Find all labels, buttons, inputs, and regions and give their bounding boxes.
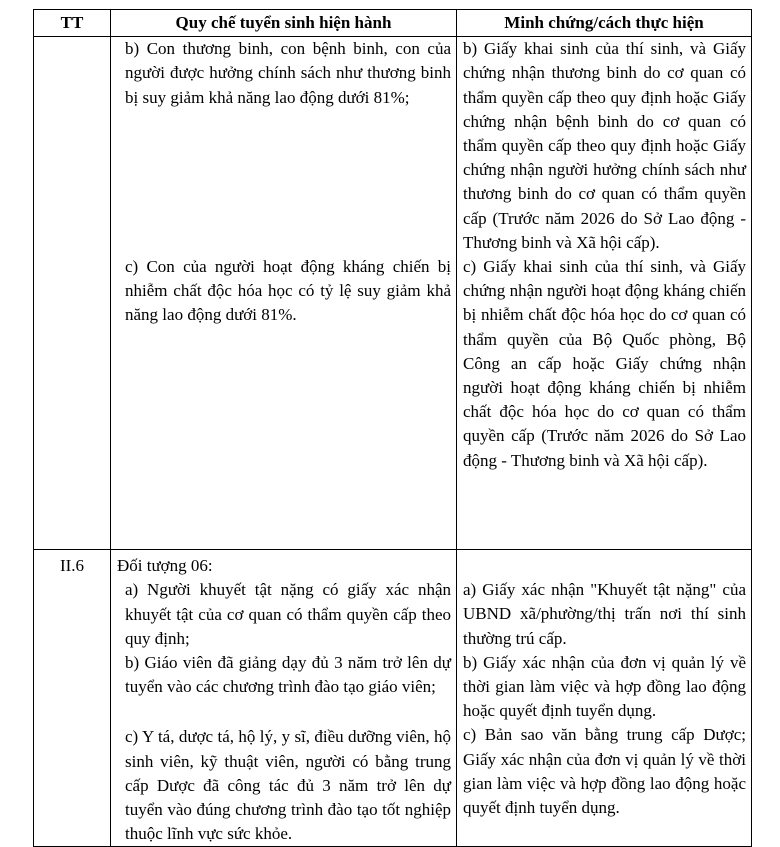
- evidence-item-c: c) Giấy khai sinh của thí sinh, và Giấy chứng nhận người hoạt động kháng chiến bị nhiễm chất độc hóa học do cơ quan có thẩm quyền của Bộ Quốc phòng, Bộ Công an cấp hoặc Giấy chứng nhận người hoạt động kháng chiến bị nhiễm chất độc hóa học do cơ quan có thẩm quyền cấp (Trước năm 2026 do Sở Lao động - Thương binh và Xã hội cấp).: [463, 257, 746, 470]
- regulation-item-c: c) Y tá, dược tá, hộ lý, y sĩ, điều dưỡng viên, hộ sinh viên, kỹ thuật viên, người có bằng trung cấp Dược đã công tác đủ 3 năm trở lên dự tuyển vào đúng chương trình đào tạo tốt nghiệp thuộc lĩnh vực sức khỏe.: [125, 727, 451, 844]
- evidence-cell: [457, 550, 752, 847]
- evidence-item-b: b) Giấy xác nhận của đơn vị quản lý về thời gian làm việc và hợp đồng lao động hoặc quyết định tuyển dụng.: [463, 652, 746, 721]
- regulation-cell: [111, 37, 457, 550]
- table-header-row: [34, 10, 752, 37]
- evidence-item-a: a) Giấy xác nhận "Khuyết tật nặng" của UBND xã/phường/thị trấn nơi thí sinh thường trú cấp.: [463, 580, 746, 648]
- regulation-cell: [111, 550, 457, 847]
- evidence-item-c: c) Bản sao văn bằng trung cấp Dược; Giấy xác nhận của đơn vị quản lý về thời gian làm việc và hợp đồng lao động hoặc quyết định tuyển dụng.: [463, 725, 746, 818]
- regulation-item-a: a) Người khuyết tật nặng có giấy xác nhận khuyết tật của cơ quan có thẩm quyền cấp theo quy định;: [125, 580, 451, 648]
- regulation-table: [33, 9, 752, 847]
- regulation-item-b: b) Con thương binh, con bệnh binh, con của người được hưởng chính sách như thương binh bị suy giảm khả năng lao động dưới 81%;: [125, 39, 451, 107]
- header-evidence: Minh chứng/cách thực hiện: [457, 10, 752, 37]
- header-regulation: Quy chế tuyển sinh hiện hành: [111, 10, 457, 37]
- regulation-heading: Đối tượng 06:: [117, 556, 213, 576]
- evidence-item-b: b) Giấy khai sinh của thí sinh, và Giấy chứng nhận thương binh do cơ quan có thẩm quyền cấp theo quy định hoặc Giấy chứng nhận bệnh binh do cơ quan có thẩm quyền cấp theo quy định hoặc Giấy chứng nhận người hưởng chính sách như thương binh do cơ quan có thẩm quyền cấp (Trước năm 2026 do Sở Lao động - Thương binh và Xã hội cấp).: [463, 39, 746, 252]
- evidence-cell: [457, 37, 752, 550]
- regulation-item-c: c) Con của người hoạt động kháng chiến bị nhiễm chất độc hóa học có tỷ lệ suy giảm khả năng lao động dưới 81%.: [125, 256, 451, 325]
- regulation-item-b: b) Giáo viên đã giảng dạy đủ 3 năm trở lên dự tuyển vào các chương trình đào tạo giáo viên;: [125, 653, 451, 697]
- table-row: [34, 37, 752, 550]
- header-tt: TT: [34, 10, 111, 37]
- row-number: II.6: [34, 550, 111, 847]
- row-number: [34, 37, 111, 550]
- table-row: [34, 550, 752, 847]
